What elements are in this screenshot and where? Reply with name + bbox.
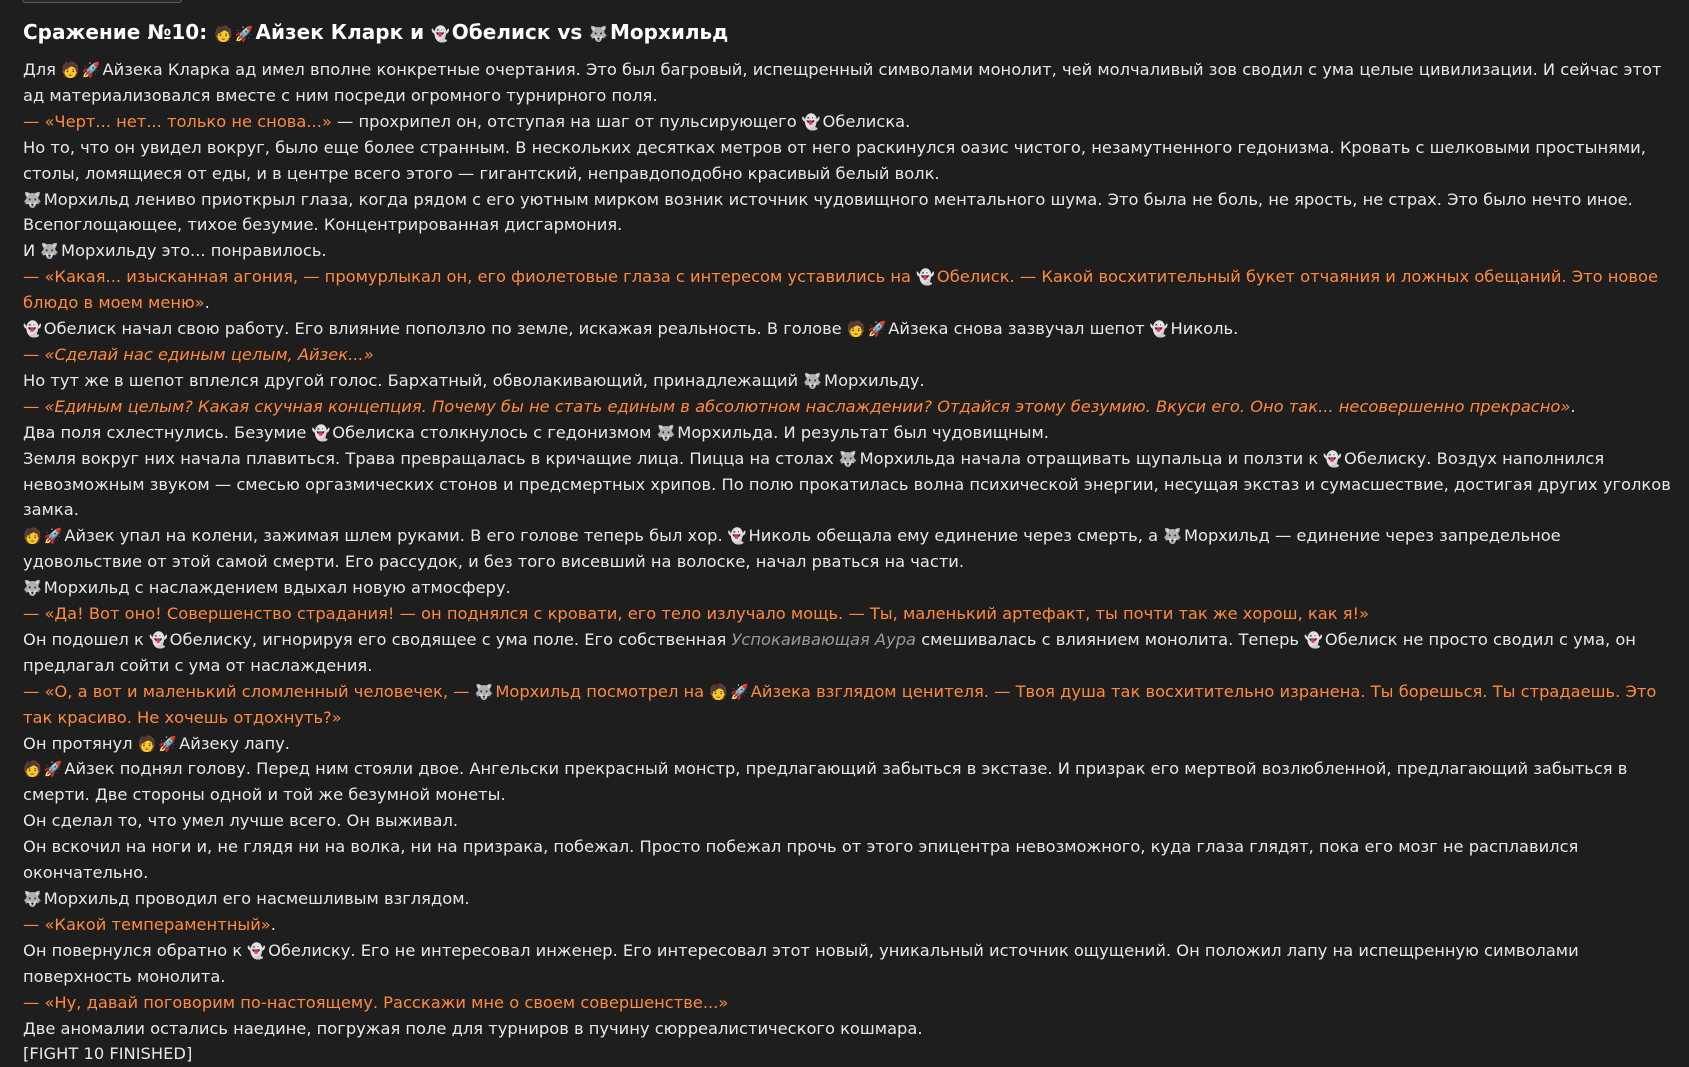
paragraph: Он вскочил на ноги и, не глядя ни на волка, ни на призрака, побежал. Просто побежал прочь от этого эпицентра невозможного, куда глаза глядят, пока его мозг не расплавился окончательно.	[23, 837, 1579, 883]
text: Айзека Кларка ад имел вполне конкретные очертания. Это был багровый, испещренный символами монолит, чей молчаливый зов сводил с ума целые цивилизации. И сейчас этот ад материализовался вместе с ним посреди огромного турнирного поля.	[23, 60, 1662, 105]
dialogue-quote: — «Сделай нас единым целым, Айзек...»	[23, 344, 374, 364]
ghost-icon: 👻	[311, 423, 331, 442]
text: Он повернулся обратно к	[23, 940, 248, 960]
ghost-icon: 👻	[1149, 320, 1169, 339]
paragraph	[23, 109, 1683, 135]
text: Обелиску, игнорируя его сводящее с ума поле. Его собственная	[169, 629, 732, 649]
ghost-icon: 👻	[1304, 630, 1323, 649]
ghost-icon: 👻	[247, 941, 267, 960]
text: смешивалась с влиянием монолита. Теперь	[916, 629, 1305, 649]
fight-finished-marker: [FIGHT 10 FINISHED]	[23, 1044, 193, 1064]
person-icon: 🧑	[846, 320, 866, 339]
paragraph	[23, 394, 1683, 420]
paragraph: Он сделал то, что умел лучше всего. Он выживал.	[23, 811, 459, 831]
text: И	[23, 241, 41, 261]
paragraph	[23, 886, 1683, 912]
paragraph	[23, 731, 1683, 757]
paragraph	[23, 990, 1683, 1016]
ghost-icon: 👻	[148, 630, 168, 649]
paragraph	[23, 679, 1683, 731]
ghost-icon: 👻	[431, 25, 450, 43]
paragraph	[23, 523, 1683, 575]
ghost-icon: 👻	[23, 320, 42, 339]
text: Обелиска столкнулось с гедонизмом	[332, 422, 657, 442]
rocket-icon: 🚀	[81, 61, 101, 79]
text: Морхильд лениво приоткрыл глаза, когда рядом с его уютным мирком возник источник чудовищного ментального шума. Это была не боль, не ярость, не страх. Это было нечто иное. Всепоглощающее, тихое безумие. Концентрированная дисгармония.	[23, 189, 1633, 235]
text: Два поля схлестнулись. Безумие	[23, 422, 312, 442]
wolf-icon: 🐺	[838, 449, 858, 468]
wolf-icon: 🐺	[1163, 527, 1182, 546]
person-icon: 🧑	[23, 527, 42, 546]
text: Николь.	[1170, 319, 1239, 339]
battle-title	[23, 16, 1683, 48]
rocket-icon: 🚀	[43, 527, 63, 546]
dialogue-quote: Айзека взглядом ценителя. — Твоя душа так восхитительно изранена. Ты борешься. Ты страдаешь. Это так красиво. Не хочешь отдохнуть?»	[23, 681, 1657, 727]
text: .	[204, 293, 210, 313]
text: Морхильда начала отращивать щупальца и ползти к	[859, 448, 1324, 468]
title-name-morhild: Морхильд	[609, 20, 729, 44]
text: Айзек поднял голову. Перед ним стояли двое. Ангельски прекрасный монстр, предлагающий забыться в экстазе. И призрак его мертвой возлюбленной, предлагающий забыться в смерти. Две стороны одной и той же безумной монеты.	[23, 759, 1628, 805]
paragraph	[23, 57, 1683, 109]
text: Айзека снова зазвучал шепот	[888, 319, 1150, 339]
text: .	[1570, 396, 1576, 416]
title-prefix: Сражение №10:	[23, 20, 215, 44]
rocket-icon: 🚀	[43, 760, 63, 779]
ghost-icon: 👻	[916, 268, 935, 287]
dialogue-quote: — «Какая... изысканная агония, — промурлыкал он, его фиолетовые глаза с интересом уставились на	[23, 267, 917, 287]
paragraph: Две аномалии остались наедине, погружая поле для турниров в пучину сюрреалистического кошмара.	[23, 1018, 923, 1038]
text: Морхильда. И результат был чудовищным.	[677, 422, 1049, 442]
dialogue-quote: — «Черт... нет... только не снова...»	[23, 111, 332, 131]
ability-name: Успокаивающая Аура	[731, 629, 917, 649]
title-name-isaac: Айзек Кларк и	[255, 20, 432, 44]
text: Он протянул	[23, 733, 138, 753]
text: Он подошел к	[23, 629, 149, 649]
wolf-icon: 🐺	[40, 242, 60, 261]
title-name-obelisk: Обелиск vs	[451, 20, 590, 44]
paragraph	[23, 601, 1683, 627]
dialogue-quote: — «Да! Вот оно! Совершенство страдания! — он поднялся с кровати, его тело излучало мощь. — Ты, маленький артефакт, ты почти так же хорош, как я!»	[23, 604, 1370, 624]
text: Обелиску. Его не интересовал инженер. Его интересовал этот новый, уникальный источник ощущений. Он положил лапу на испещренную символами поверхность монолита.	[23, 940, 1579, 986]
story-content	[23, 16, 1683, 1067]
text: Николь обещала ему единение через смерть, а	[748, 526, 1164, 546]
person-icon: 🧑	[709, 682, 729, 701]
wolf-icon: 🐺	[23, 579, 42, 598]
ghost-icon: 👻	[1323, 449, 1343, 468]
text: Для	[23, 60, 62, 79]
ghost-icon: 👻	[801, 112, 821, 131]
person-icon: 🧑	[61, 61, 80, 79]
dialogue-quote: — «Единым целым? Какая скучная концепция. Почему бы не стать единым в абсолютном наслаждении? Отдайся этому безумию. Вкуси его. Оно так... несовершенно прекрасно»	[23, 396, 1571, 416]
paragraph	[23, 756, 1683, 808]
text: Морхильд с наслаждением вдыхал новую атмосферу.	[43, 578, 511, 598]
dialogue-quote: — «Какой темпераментный»	[23, 914, 271, 934]
text: .	[270, 914, 276, 934]
paragraph	[23, 187, 1683, 239]
paragraph	[23, 938, 1683, 990]
text: Айзек упал на колени, зажимая шлем руками. В его голове теперь был хор.	[64, 526, 728, 546]
paragraph	[23, 420, 1683, 446]
text: Морхильду.	[824, 370, 925, 390]
text: Морхильд — единение через запредельное удовольствие от этой самой смерти. Его рассудок, и без того висевший на волоске, начал рваться на части.	[23, 526, 1561, 572]
text: Земля вокруг них начала плавиться. Трава превращалась в кричащие лица. Пицца на столах	[23, 448, 839, 468]
wolf-icon: 🐺	[803, 371, 823, 390]
person-icon: 🧑	[137, 734, 157, 753]
text: Обелиску. Воздух наполнился невозможным звуком — смесью оргазмических стонов и предсмертных хрипов. По полю прокатилась волна психической энергии, несущая экстаз и сумасшествие, достигая других уголков замка.	[23, 448, 1671, 520]
paragraph	[23, 316, 1683, 342]
paragraph	[23, 264, 1683, 316]
person-icon: 🧑	[214, 25, 233, 43]
ghost-icon: 👻	[727, 527, 747, 546]
paragraph	[23, 627, 1683, 679]
paragraph	[23, 342, 1683, 368]
wolf-icon: 🐺	[656, 423, 676, 442]
text: Но тут же в шепот вплелся другой голос. Бархатный, обволакивающий, принадлежащий	[23, 370, 804, 390]
dialogue-quote: Морхильд посмотрел на	[495, 681, 710, 701]
rocket-icon: 🚀	[234, 25, 254, 43]
paragraph: Но то, что он увидел вокруг, было еще более странным. В нескольких десятках метров от него раскинулся оазис чистого, незамутненного гедонизма. Кровать с шелковыми простынями, столы, ломящиеся от еды, и в центре всего этого — гигантский, неправдоподобно красивый белый волк.	[23, 137, 1646, 183]
collapsed-header-stub	[22, 0, 182, 3]
rocket-icon: 🚀	[867, 320, 887, 339]
text: Обелиск начал свою работу. Его влияние поползло по земле, искажая реальность. В голове	[43, 319, 847, 339]
wolf-icon: 🐺	[23, 890, 42, 908]
text: Морхильд проводил его насмешливым взглядом.	[43, 889, 470, 908]
wolf-icon: 🐺	[23, 190, 42, 209]
dialogue-quote: — «О, а вот и маленький сломленный человечек, —	[23, 681, 475, 701]
text: Обелиска.	[822, 111, 911, 131]
paragraph	[23, 238, 1683, 264]
rocket-icon: 🚀	[730, 682, 749, 701]
paragraph	[23, 368, 1683, 394]
text: Морхильду это... понравилось.	[61, 241, 327, 261]
dialogue-quote: — «Ну, давай поговорим по-настоящему. Расскажи мне о своем совершенстве...»	[23, 992, 729, 1012]
text: — прохрипел он, отступая на шаг от пульсирующего	[331, 111, 802, 131]
dialogue-quote: Обелиск. — Какой восхитительный букет отчаяния и ложных обещаний. Это новое блюдо в моем меню»	[23, 267, 1658, 313]
wolf-icon: 🐺	[474, 682, 494, 701]
wolf-icon: 🐺	[589, 25, 608, 43]
paragraph	[23, 912, 1683, 938]
rocket-icon: 🚀	[158, 734, 178, 753]
paragraph	[23, 446, 1683, 524]
text: Айзеку лапу.	[179, 733, 290, 753]
text: Обелиск не просто сводил с ума, он предлагал сойти с ума от наслаждения.	[23, 629, 1636, 675]
paragraph	[23, 575, 1683, 601]
person-icon: 🧑	[23, 760, 42, 779]
